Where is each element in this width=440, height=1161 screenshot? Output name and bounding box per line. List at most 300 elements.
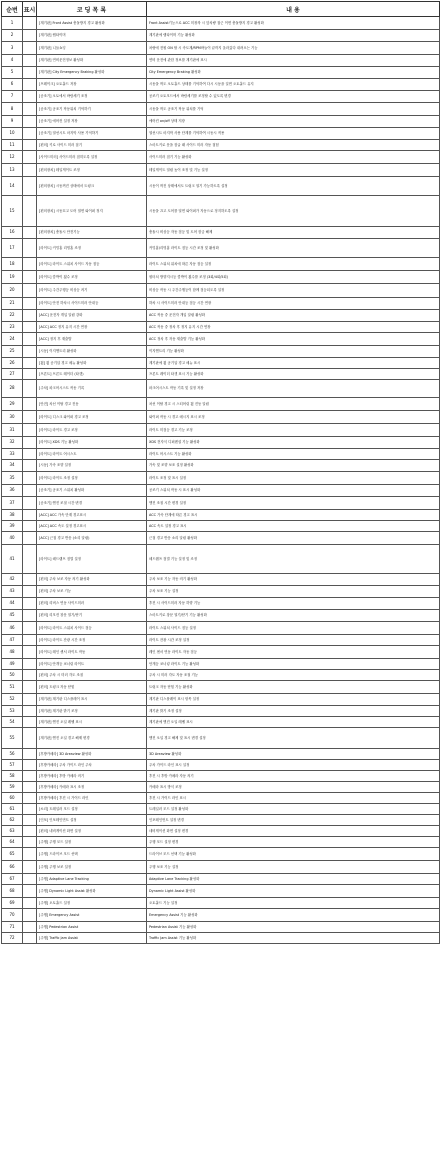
- row-mark: [23, 380, 37, 398]
- table-row: [2, 646, 440, 659]
- table-row: [2, 271, 440, 284]
- row-mark: [23, 177, 37, 196]
- row-mark: [23, 460, 37, 472]
- row-content: 시동을 꺼도 오토홀드 상태를 기억하여 다시 시동을 걸면 오토홀드 유지: [147, 79, 440, 91]
- header-mark: 표시: [23, 2, 37, 17]
- row-mark: [23, 298, 37, 310]
- table-header-row: [2, 2, 440, 17]
- table-row: [2, 670, 440, 681]
- row-coding-item: [라이트] 깜박이 횟수 조정: [37, 271, 147, 284]
- table-row: [2, 424, 440, 437]
- row-mark: [23, 728, 37, 749]
- table-row: [2, 532, 440, 545]
- table-row: [2, 681, 440, 694]
- row-mark: [23, 128, 37, 140]
- row-number: 22: [2, 310, 23, 322]
- table-row: [2, 804, 440, 815]
- row-number: 7: [2, 91, 23, 103]
- row-coding-item: [편의] 주차 보조 기능: [37, 586, 147, 598]
- coding-list-table: [1, 1, 440, 944]
- row-coding-item: [프론트] 프론트 레이더 (타겟): [37, 369, 147, 380]
- row-coding-item: [주행] Pedestrian Assist: [37, 922, 147, 933]
- row-content: 계기판 디스플레이 표시 항목 설정: [147, 694, 440, 706]
- row-content: 계기판에 휠 공기압 경고 메뉴 표시: [147, 358, 440, 369]
- row-content: 헤드램프 점멸 기능 설정 및 조정: [147, 545, 440, 574]
- row-content: 하차 시 사이드미러 안내등 점등 시간 연장: [147, 298, 440, 310]
- row-coding-item: [인포] 인포테인먼트 설정: [37, 815, 147, 826]
- row-number: 63: [2, 826, 23, 837]
- row-mark: [23, 398, 37, 411]
- table-row: [2, 449, 440, 460]
- row-coding-item: [시동] 가속 조향 설정: [37, 460, 147, 472]
- row-number: 23: [2, 322, 23, 333]
- row-coding-item: [휠] 휠 공기압 경고 메뉴 활성화: [37, 358, 147, 369]
- table-row: [2, 510, 440, 521]
- row-coding-item: [라이트] 헤드램프 점멸 설정: [37, 545, 147, 574]
- row-coding-item: [편의장치] 테일게이트 조정: [37, 164, 147, 177]
- row-mark: [23, 545, 37, 574]
- row-content: 오토홀드 기능 설정: [147, 898, 440, 909]
- row-mark: [23, 837, 37, 848]
- table-row: [2, 369, 440, 380]
- row-coding-item: [계기판] 연비운전정보 활성화: [37, 55, 147, 67]
- row-coding-item: [ACC] 운전자 개입 알림 강화: [37, 310, 147, 322]
- row-number: 48: [2, 646, 23, 659]
- row-content: 파크어시스트 작동 기록 및 설정 저장: [147, 380, 440, 398]
- row-content: 공조기 스위치 작동 시 표시 활성화: [147, 485, 440, 497]
- row-mark: [23, 103, 37, 116]
- row-mark: [23, 681, 37, 694]
- row-coding-item: [라이트] 라이트 잔광 시간 조정: [37, 635, 147, 646]
- row-mark: [23, 196, 37, 227]
- row-mark: [23, 826, 37, 837]
- row-number: 64: [2, 837, 23, 848]
- table-row: [2, 284, 440, 298]
- table-row: [2, 885, 440, 898]
- row-coding-item: [계기판] 니들쇼잉: [37, 42, 147, 55]
- row-coding-item: [계기판] 엔진 오일 경고 해제 변경: [37, 728, 147, 749]
- table-row: [2, 635, 440, 646]
- row-mark: [23, 79, 37, 91]
- row-content: 근접 경고 반응 소리 알림 활성화: [147, 532, 440, 545]
- row-number: 8: [2, 103, 23, 116]
- row-content: 커밍홈/리빙홈 라이트 점등 시간 조정 및 활성화: [147, 239, 440, 258]
- row-number: 68: [2, 885, 23, 898]
- row-number: 52: [2, 694, 23, 706]
- row-number: 30: [2, 411, 23, 424]
- row-mark: [23, 782, 37, 793]
- table-row: [2, 545, 440, 574]
- row-number: 50: [2, 670, 23, 681]
- row-mark: [23, 333, 37, 346]
- row-coding-item: [계기판] City Emergency Braking 활성화: [37, 67, 147, 79]
- row-content: 엔진 오일 경고 해제 및 표시 변경 설정: [147, 728, 440, 749]
- row-mark: [23, 227, 37, 239]
- row-mark: [23, 485, 37, 497]
- row-number: 62: [2, 815, 23, 826]
- row-content: 라이트 조정 및 표시 설정: [147, 472, 440, 485]
- row-number: 55: [2, 728, 23, 749]
- row-number: 37: [2, 497, 23, 510]
- row-coding-item: [후방카메라] 후방 카메라 켜기: [37, 771, 147, 782]
- table-row: [2, 346, 440, 358]
- table-row: [2, 55, 440, 67]
- row-number: 2: [2, 30, 23, 42]
- table-row: [2, 610, 440, 622]
- header-coding-list: 코 딩 목 록: [37, 2, 147, 17]
- table-row: [2, 793, 440, 804]
- row-mark: [23, 635, 37, 646]
- table-row: [2, 116, 440, 128]
- row-number: 57: [2, 760, 23, 771]
- row-content: 와이퍼 작동 시 경고 메시지 표시 조정: [147, 411, 440, 424]
- row-number: 19: [2, 271, 23, 284]
- row-content: Dynamic Light Assist 활성화: [147, 885, 440, 898]
- table-row: [2, 706, 440, 717]
- row-number: 18: [2, 258, 23, 271]
- row-mark: [23, 885, 37, 898]
- row-coding-item: [주행] Emergency Assist: [37, 909, 147, 922]
- row-coding-item: [라이트] 라이트 스위치 사이드 점등: [37, 622, 147, 635]
- row-content: 트렁크 자동 닫힘 기능 활성화: [147, 681, 440, 694]
- row-mark: [23, 771, 37, 782]
- row-number: 12: [2, 151, 23, 164]
- row-coding-item: [편의] 주차 시 미러 각도 조절: [37, 670, 147, 681]
- table-row: [2, 694, 440, 706]
- row-number: 10: [2, 128, 23, 140]
- row-coding-item: [편의장치] 시동끄고 도어 열면 와이퍼 정지: [37, 196, 147, 227]
- row-content: 트레일러 모드 설정 활성화: [147, 804, 440, 815]
- row-content: 충돌시 비상등 자동 점등 및 도어 잠금 해제: [147, 227, 440, 239]
- row-content: 계기판에 엔진 오일 레벨 표시: [147, 717, 440, 728]
- row-mark: [23, 67, 37, 79]
- table-row: [2, 103, 440, 116]
- row-content: 인포테인먼트 설정 변경: [147, 815, 440, 826]
- table-row: [2, 30, 440, 42]
- row-mark: [23, 574, 37, 586]
- row-mark: [23, 804, 37, 815]
- row-mark: [23, 717, 37, 728]
- row-number: 67: [2, 874, 23, 885]
- row-content: Front Assist기능으로 ACC 미장착 시 앞차량 접근 이면 충돌방지 경고 활성화: [147, 17, 440, 30]
- row-content: 후진 시 후방 카메라 자동 켜기: [147, 771, 440, 782]
- table-row: [2, 497, 440, 510]
- row-content: 계기판 밝기 조정 설정: [147, 706, 440, 717]
- header-number: 순번: [2, 2, 23, 17]
- table-row: [2, 239, 440, 258]
- row-content: 주차 가이드 라인 표시 설정: [147, 760, 440, 771]
- row-mark: [23, 424, 37, 437]
- row-mark: [23, 239, 37, 258]
- row-coding-item: [라이트] 레인 센서 라이트 작동: [37, 646, 147, 659]
- row-coding-item: [편의] 트렁크 자동 닫힘: [37, 681, 147, 694]
- row-coding-item: [공조기] 오토에서 바람세기 조정: [37, 91, 147, 103]
- row-coding-item: [사이드미러] 사이드미러 접히도록 설정: [37, 151, 147, 164]
- row-coding-item: [소리] 트레일러 모드 설정: [37, 804, 147, 815]
- row-mark: [23, 411, 37, 424]
- row-number: 31: [2, 424, 23, 437]
- row-mark: [23, 909, 37, 922]
- row-coding-item: [주행] 드라이브 모드 선택: [37, 848, 147, 861]
- row-number: 51: [2, 681, 23, 694]
- row-coding-item: [편의장치] 충돌시 안전기능: [37, 227, 147, 239]
- row-number: 42: [2, 574, 23, 586]
- row-coding-item: [라이트] 라이트 조정 설정: [37, 472, 147, 485]
- row-mark: [23, 598, 37, 610]
- row-content: 계기판에 랩타이머 기능 활성화: [147, 30, 440, 42]
- row-content: 에어컨 on/off 상태 저장: [147, 116, 440, 128]
- row-number: 45: [2, 610, 23, 622]
- row-content: 후진 시 사이드미러 자동 하향 기능: [147, 598, 440, 610]
- row-number: 27: [2, 369, 23, 380]
- row-number: 40: [2, 532, 23, 545]
- table-row: [2, 815, 440, 826]
- row-content: 주차 시 미러 각도 자동 조절 기능: [147, 670, 440, 681]
- row-coding-item: [라이트] 라이트 어시스트: [37, 449, 147, 460]
- row-content: 라이트 어시스트 기능 활성화: [147, 449, 440, 460]
- row-number: 46: [2, 622, 23, 635]
- row-content: XDS 전자식 디퍼렌셜 기능 활성화: [147, 437, 440, 449]
- row-mark: [23, 151, 37, 164]
- row-coding-item: [ACC] ACC 가속 단계 경고표시: [37, 510, 147, 521]
- row-content: 연비 운전에 관한 정보를 계기판에 표시: [147, 55, 440, 67]
- row-content: Traffic Jam Assist 기능 활성화: [147, 933, 440, 944]
- row-number: 49: [2, 659, 23, 670]
- table-row: [2, 460, 440, 472]
- row-coding-item: [계기판] 계기판 밝기 조정: [37, 706, 147, 717]
- row-number: 17: [2, 239, 23, 258]
- row-number: 28: [2, 380, 23, 398]
- row-number: 3: [2, 42, 23, 55]
- row-content: ACC 작동 중 정차 후 정지 유지 시간 연장: [147, 322, 440, 333]
- row-coding-item: [라이트] XDS 기능 활성화: [37, 437, 147, 449]
- row-content: 후진 시 가이드 라인 표시: [147, 793, 440, 804]
- row-content: 주차 보조 기능 자동 켜기 활성화: [147, 574, 440, 586]
- row-number: 13: [2, 164, 23, 177]
- row-mark: [23, 358, 37, 369]
- table-row: [2, 717, 440, 728]
- row-number: 36: [2, 485, 23, 497]
- row-coding-item: [후방카메라] 카메라 표시 조정: [37, 782, 147, 793]
- row-content: 테일게이트 열림 높이 조정 및 기능 설정: [147, 164, 440, 177]
- row-coding-item: [프레이크] 오토홀드 저장: [37, 79, 147, 91]
- row-coding-item: [공조기] 공조기 스위치 활성화: [37, 485, 147, 497]
- row-coding-item: [주행] 주행 보조 설정: [37, 861, 147, 874]
- row-coding-item: [공조기] 공조기 작동위치 기억하기: [37, 103, 147, 116]
- row-coding-item: [계기판] 엔진 오일 레벨 표시: [37, 717, 147, 728]
- table-row: [2, 437, 440, 449]
- row-mark: [23, 116, 37, 128]
- table-row: [2, 79, 440, 91]
- table-row: [2, 322, 440, 333]
- row-content: 사이드미러 접기 기능 활성화: [147, 151, 440, 164]
- coding-list-page: [1, 1, 439, 944]
- row-mark: [23, 449, 37, 460]
- row-coding-item: [후방카메라] 3D Areaview 활성화: [37, 749, 147, 760]
- row-content: 차선 이탈 경고 시 스티어링 휠 진동 알림: [147, 398, 440, 411]
- row-mark: [23, 646, 37, 659]
- table-row: [2, 898, 440, 909]
- row-mark: [23, 510, 37, 521]
- row-coding-item: [라이트] 안전 하차시 사이드미러 안내등: [37, 298, 147, 310]
- row-mark: [23, 694, 37, 706]
- row-number: 39: [2, 521, 23, 532]
- table-row: [2, 826, 440, 837]
- row-number: 70: [2, 909, 23, 922]
- row-content: 엔진 조절 시간 변경 설정: [147, 497, 440, 510]
- row-number: 32: [2, 437, 23, 449]
- table-row: [2, 782, 440, 793]
- row-coding-item: [공조기] 에어컨 설정 저장: [37, 116, 147, 128]
- row-number: 34: [2, 460, 23, 472]
- table-row: [2, 659, 440, 670]
- row-coding-item: [계기판] 계기판 디스플레이 표시: [37, 694, 147, 706]
- row-content: 원터치 방향지시등 깜박이 횟수를 조정 (3회/4회/5회): [147, 271, 440, 284]
- row-mark: [23, 322, 37, 333]
- row-coding-item: [ACC] 근접 경고 반응 (소리 알림): [37, 532, 147, 545]
- row-number: 9: [2, 116, 23, 128]
- row-content: 비상등 작동 시 주간주행등이 함께 점등되도록 설정: [147, 284, 440, 298]
- table-row: [2, 848, 440, 861]
- row-mark: [23, 898, 37, 909]
- table-row: [2, 933, 440, 944]
- row-mark: [23, 42, 37, 55]
- row-number: 14: [2, 177, 23, 196]
- row-content: ACC 작동 중 운전자 개입 알림 활성화: [147, 310, 440, 322]
- row-coding-item: [편의장치] 시동꺼진 상태에서 트렁크: [37, 177, 147, 196]
- row-coding-item: [편의] 리모컨 창문 열기/닫기: [37, 610, 147, 622]
- row-content: ACC 속도 설정 경고 표시: [147, 521, 440, 532]
- row-number: 54: [2, 717, 23, 728]
- row-mark: [23, 346, 37, 358]
- row-coding-item: [라이트] 안개등 코너링 라이트: [37, 659, 147, 670]
- row-content: Adaptive Lane Tracking 활성화: [147, 874, 440, 885]
- row-coding-item: [주행] 주행 모드 설정: [37, 837, 147, 848]
- table-row: [2, 874, 440, 885]
- row-mark: [23, 17, 37, 30]
- row-coding-item: [편의] 키로 사이드 미러 접기: [37, 140, 147, 151]
- row-content: 레인 센서 연동 라이트 자동 점등: [147, 646, 440, 659]
- row-mark: [23, 521, 37, 532]
- row-number: 61: [2, 804, 23, 815]
- table-row: [2, 837, 440, 848]
- row-content: ACC 정차 후 자동 재출발 기능 활성화: [147, 333, 440, 346]
- table-row: [2, 574, 440, 586]
- row-mark: [23, 670, 37, 681]
- row-mark: [23, 164, 37, 177]
- row-content: 시동을 꺼도 공조기 작동 위치를 기억: [147, 103, 440, 116]
- row-content: 라이트 잔광 시간 조정 설정: [147, 635, 440, 646]
- table-row: [2, 586, 440, 598]
- table-row: [2, 472, 440, 485]
- row-number: 71: [2, 922, 23, 933]
- row-content: 차량에 전원 ON 할 시 속도계/RPM바늘이 끝까지 올라갔다 내려오는 기능: [147, 42, 440, 55]
- row-content: City Emergency Braking 활성화: [147, 67, 440, 79]
- table-row: [2, 298, 440, 310]
- row-mark: [23, 586, 37, 598]
- row-number: 69: [2, 898, 23, 909]
- table-row: [2, 196, 440, 227]
- row-number: 20: [2, 284, 23, 298]
- row-mark: [23, 793, 37, 804]
- row-mark: [23, 271, 37, 284]
- row-coding-item: [주행] 오토홀드 설정: [37, 898, 147, 909]
- row-number: 43: [2, 586, 23, 598]
- row-number: 59: [2, 782, 23, 793]
- row-mark: [23, 472, 37, 485]
- row-mark: [23, 284, 37, 298]
- row-coding-item: [편의] 주차 보조 자동 켜기 활성화: [37, 574, 147, 586]
- table-row: [2, 164, 440, 177]
- row-content: 열선시트 마지막 사용 단계를 기억하여 시동시 적용: [147, 128, 440, 140]
- table-row: [2, 598, 440, 610]
- table-row: [2, 398, 440, 411]
- row-content: 주행 모드 설정 변경: [147, 837, 440, 848]
- row-coding-item: [편의] 네비게이션 화면 설정: [37, 826, 147, 837]
- row-content: 라이트 미점등 경고 기능 조정: [147, 424, 440, 437]
- row-number: 29: [2, 398, 23, 411]
- table-row: [2, 140, 440, 151]
- row-content: 3D Areaview 활성화: [147, 749, 440, 760]
- row-mark: [23, 706, 37, 717]
- table-row: [2, 485, 440, 497]
- row-mark: [23, 437, 37, 449]
- row-mark: [23, 861, 37, 874]
- row-coding-item: [라이트] 주간주행등 비상등 켜기: [37, 284, 147, 298]
- row-content: 주행 보조 기능 설정: [147, 861, 440, 874]
- row-content: 드라이브 모드 선택 기능 활성화: [147, 848, 440, 861]
- table-row: [2, 521, 440, 532]
- row-coding-item: [주행] Dynamic Light Assist 활성화: [37, 885, 147, 898]
- row-mark: [23, 140, 37, 151]
- row-number: 35: [2, 472, 23, 485]
- table-row: [2, 622, 440, 635]
- row-content: 안개등 코너링 라이트 기능 활성화: [147, 659, 440, 670]
- table-row: [2, 67, 440, 79]
- row-coding-item: [공조기] 엔진 조절 시간 변경: [37, 497, 147, 510]
- row-number: 58: [2, 771, 23, 782]
- row-number: 72: [2, 933, 23, 944]
- table-row: [2, 17, 440, 30]
- row-content: ACC 가속 단계에 따른 경고 표시: [147, 510, 440, 521]
- row-number: 41: [2, 545, 23, 574]
- row-content: 스마트키로 창문 열기/닫기 기능 활성화: [147, 610, 440, 622]
- row-number: 33: [2, 449, 23, 460]
- row-mark: [23, 497, 37, 510]
- row-number: 11: [2, 140, 23, 151]
- row-mark: [23, 874, 37, 885]
- table-row: [2, 227, 440, 239]
- row-mark: [23, 610, 37, 622]
- table-row: [2, 91, 440, 103]
- row-content: 가속 및 조향 보조 설정 활성화: [147, 460, 440, 472]
- row-number: 26: [2, 358, 23, 369]
- row-coding-item: [계기판] Front Assist 충돌방지 경고 활성화: [37, 17, 147, 30]
- row-mark: [23, 258, 37, 271]
- row-content: 이지엔트리 기능 활성화: [147, 346, 440, 358]
- row-number: 38: [2, 510, 23, 521]
- row-content: 카메라 표시 방식 조정: [147, 782, 440, 793]
- row-coding-item: [주행] Traffic Jam Assist: [37, 933, 147, 944]
- table-row: [2, 922, 440, 933]
- row-number: 47: [2, 635, 23, 646]
- row-coding-item: [후방카메라] 주차 가이드 라인 주차: [37, 760, 147, 771]
- row-number: 65: [2, 848, 23, 861]
- table-row: [2, 42, 440, 55]
- row-number: 53: [2, 706, 23, 717]
- table-row: [2, 128, 440, 140]
- row-mark: [23, 622, 37, 635]
